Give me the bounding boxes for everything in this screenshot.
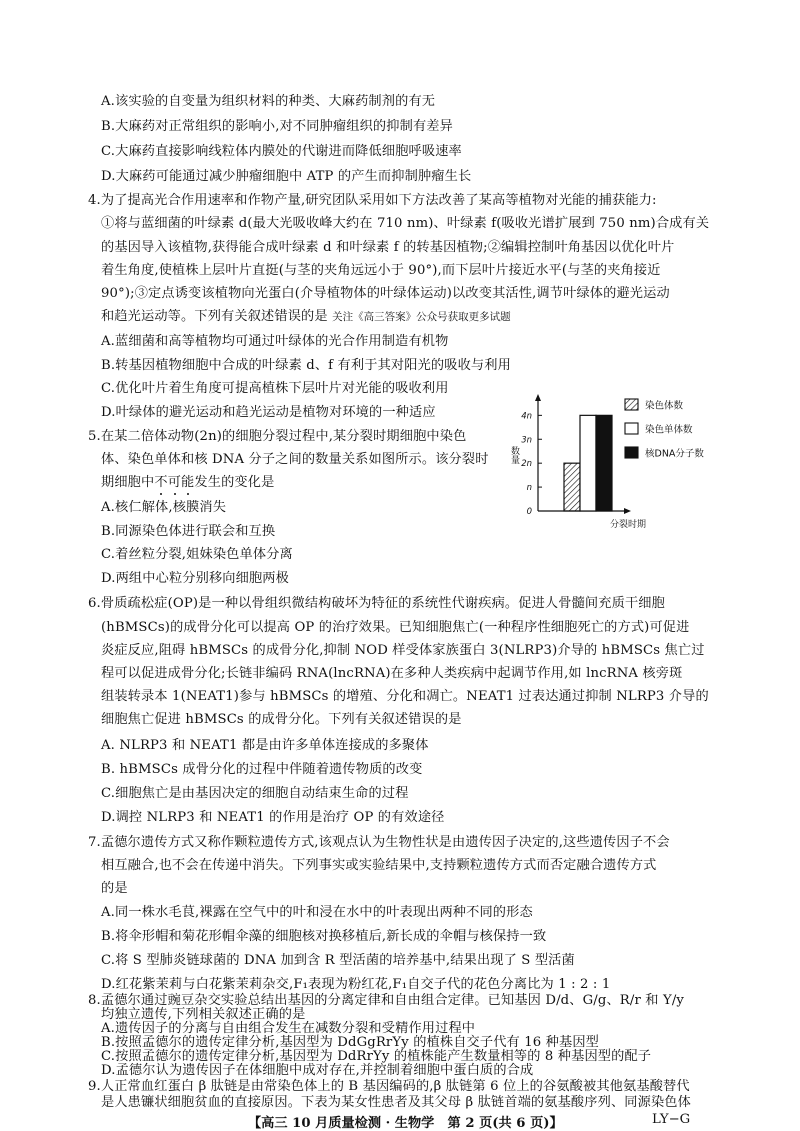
legend-label: 染色单体数 <box>645 424 693 436</box>
q6-option-c: C.细胞焦亡是由基因决定的细胞自动结束生命的过程 <box>101 786 409 801</box>
y-tick-label: 3n <box>521 435 532 446</box>
legend-swatch <box>625 423 638 434</box>
q5-stem-line: 5.在某二倍体动物(2n)的细胞分裂过程中,某分裂时期细胞中染色 <box>88 429 467 444</box>
legend-label: 核DNA分子数 <box>645 448 704 460</box>
q8-option-b: B.按照孟德尔的遗传定律分析,基因型为 DdGgRrYy 的植株自交子代有 16 种基因型 <box>101 1035 600 1050</box>
q4-stem-last-line <box>101 309 511 325</box>
chart-legend <box>625 399 704 460</box>
q5-stem-line <box>101 475 274 491</box>
q6-stem-line: 6.骨质疏松症(OP)是一种以骨组织微结构破坏为特征的系统性代谢疾病。促进人骨髓间充质干细胞 <box>88 596 665 611</box>
emphasis-char: 可 <box>167 475 182 490</box>
q5-stem-text: 发生的变化是 <box>194 475 275 490</box>
q5-option-b: B.同源染色体进行联会和互换 <box>101 524 276 539</box>
bar-1 <box>564 463 580 511</box>
y-tick-label: n <box>526 483 532 494</box>
legend-swatch <box>625 447 638 458</box>
q6-option-d: D.调控 NLRP3 和 NEAT1 的作用是治疗 OP 的有效途径 <box>101 810 445 825</box>
q9-stem-line: 是人患镰状细胞贫血的直接原因。下表为某女性患者及其父母 β 肽链首端的氨基酸序列、同源染色体 <box>101 1095 691 1110</box>
legend-swatch <box>625 399 638 410</box>
page-footer: 【高三 10 月质量检测 · 生物学 第 2 页(共 6 页)】 <box>248 1116 563 1131</box>
q6-stem-line: (hBMSCs)的成骨分化可以提高 OP 的治疗效果。已知细胞焦亡(一种程序性细胞死亡的方式)可促进 <box>101 620 690 635</box>
q8-option-d: D.孟德尔认为遗传因子在体细胞中成对存在,并控制着细胞中蛋白质的合成 <box>101 1063 534 1078</box>
q6-option-b: B. hBMSCs 成骨分化的过程中伴随着遗传物质的改变 <box>101 762 423 777</box>
q4-stem-line: ①将与蓝细菌的叶绿素 d(最大光吸收峰大约在 710 nm)、叶绿素 f(吸收光谱扩展到 750 nm)合成有关 <box>101 216 710 231</box>
q4-stem-line: 的基因导入该植物,获得能合成叶绿素 d 和叶绿素 f 的转基因植物;②编辑控制叶角基因以优化叶片 <box>101 240 675 255</box>
q4-stem-line: 着生角度,使植株上层叶片直挺(与茎的夹角远远小于 90°),而下层叶片接近水平(与茎的夹角接近 <box>101 263 661 278</box>
q7-option-b: B.将伞形帽和菊花形帽伞藻的细胞核对换移植后,新长成的伞帽与核保持一致 <box>101 929 547 944</box>
y-tick-label: 2n <box>521 459 532 470</box>
q7-option-c: C.将 S 型肺炎链球菌的 DNA 加到含 R 型活菌的培养基中,结果出现了 S 型活菌 <box>101 953 575 968</box>
q4-option-a: A.蓝细菌和高等植物均可通过叶绿体的光合作用制造有机物 <box>101 334 449 349</box>
chart-bars <box>564 415 612 511</box>
q7-stem-line: 7.孟德尔遗传方式又称作颗粒遗传方式,该观点认为生物性状是由遗传因子决定的,这些遗传因子不会 <box>88 835 670 850</box>
y-axis-label: 数量 <box>509 446 519 464</box>
y-tick-label: 4n <box>521 411 532 422</box>
q6-stem-line: 细胞焦亡促进 hBMSCs 的成骨分化。下列有关叙述错误的是 <box>101 712 462 727</box>
q7-option-a: A.同一株水毛茛,裸露在空气中的叶和浸在水中的叶表现出两种不同的形态 <box>101 905 533 920</box>
q3-option-c: C.大麻药直接影响线粒体内膜处的代谢进而降低细胞呼吸速率 <box>101 144 462 159</box>
q8-stem-line: 8.孟德尔通过豌豆杂交实验总结出基因的分离定律和自由组合定律。已知基因 D/d、G/g、R/r 和 Y/y <box>88 993 685 1008</box>
q7-stem-line: 的是 <box>101 881 128 896</box>
q6-stem-line: 组装转录本 1(NEAT1)参与 hBMSCs 的增殖、分化和凋亡。NEAT1 过表达通过抑制 NLRP3 介导的 <box>101 689 709 704</box>
legend-label: 染色体数 <box>645 400 684 412</box>
q7-stem-line: 相互融合,也不会在传递中消失。下列事实或实验结果中,支持颗粒遗传方式而否定融合遗传方式 <box>101 858 657 873</box>
q7-option-d: D.红花紫茉莉与白花紫茉莉杂交,F₁表现为粉红花,F₁自交子代的花色分离比为 1 : 2 : 1 <box>101 977 611 992</box>
q5-stem-text: 期细胞中 <box>101 475 155 490</box>
q3-option-a: A.该实验的自变量为组织材料的种类、大麻药制剂的有无 <box>101 94 436 109</box>
q6-option-a: A. NLRP3 和 NEAT1 都是由许多单体连接成的多聚体 <box>101 738 429 753</box>
q5-option-a: A.核仁解体,核膜消失 <box>101 500 227 515</box>
q5-emphasis <box>154 475 194 490</box>
bar-2 <box>580 415 596 511</box>
q3-option-b: B.大麻药对正常组织的影响小,对不同肿瘤组织的抑制有差异 <box>101 119 453 134</box>
y-tick-label: 0 <box>526 507 532 517</box>
x-axis-label: 分裂时期 <box>609 520 647 530</box>
q9-stem-line: 9.人正常血红蛋白 β 肽链是由常染色体上的 B 基因编码的,β 肽链第 6 位上的谷氨酸被其他氨基酸替代 <box>88 1079 690 1094</box>
bar-3 <box>596 415 612 511</box>
q6-stem-line: 程可以促进成骨分化;长链非编码 RNA(lncRNA)在多种人类疾病中起调节作用,如 lncRNA 核旁斑 <box>101 666 683 681</box>
y-axis-arrow <box>535 394 541 401</box>
q5-chart <box>500 393 730 533</box>
emphasis-char: 能 <box>181 475 195 490</box>
emphasis-char: 不 <box>154 475 168 490</box>
q8-stem-line: 均独立遗传,下列相关叙述正确的是 <box>101 1007 306 1022</box>
q4-option-b: B.转基因植物细胞中合成的叶绿素 d、f 有利于其对阳光的吸收与利用 <box>101 358 511 373</box>
q4-footnote: 关注《高三答案》公众号获取更多试题 <box>332 311 511 323</box>
q8-option-a: A.遗传因子的分离与自由组合发生在减数分裂和受精作用过程中 <box>101 1021 476 1036</box>
q5-stem-line: 体、染色单体和核 DNA 分子之间的数量关系如图所示。该分裂时 <box>101 452 489 467</box>
q4-option-c: C.优化叶片着生角度可提高植株下层叶片对光能的吸收利用 <box>101 381 449 396</box>
q5-option-c: C.着丝粒分裂,姐妹染色单体分离 <box>101 547 293 562</box>
q4-option-d: D.叶绿体的避光运动和趋光运动是植物对环境的一种适应 <box>101 405 436 420</box>
q3-option-d: D.大麻药可能通过减少肿瘤细胞中 ATP 的产生而抑制肿瘤生长 <box>101 169 472 184</box>
q4-stem-line: 4.为了提高光合作用速率和作物产量,研究团队采用如下方法改善了某高等植物对光能的捕获能力: <box>88 193 657 208</box>
q4-stem-line: 90°);③定点诱变该植物向光蛋白(介导植物体的叶绿体运动)以改变其活性,调节叶绿体的避光运动 <box>101 286 670 301</box>
q6-stem-line: 炎症反应,阻碍 hBMSCs 的成骨分化,抑制 NOD 样受体家族蛋白 3(NLRP3)介导的 hBMSCs 焦亡过 <box>101 643 705 658</box>
x-axis-arrow <box>624 508 631 514</box>
paper-code: LY−G <box>652 1112 691 1127</box>
q5-option-d: D.两组中心粒分别移向细胞两极 <box>101 571 289 586</box>
q8-option-c: C.按照孟德尔的遗传定律分析,基因型为 DdRrYy 的植株能产生数量相等的 8 种基因型的配子 <box>101 1049 652 1064</box>
q4-stem-text: 和趋光运动等。下列有关叙述错误的是 <box>101 309 328 324</box>
